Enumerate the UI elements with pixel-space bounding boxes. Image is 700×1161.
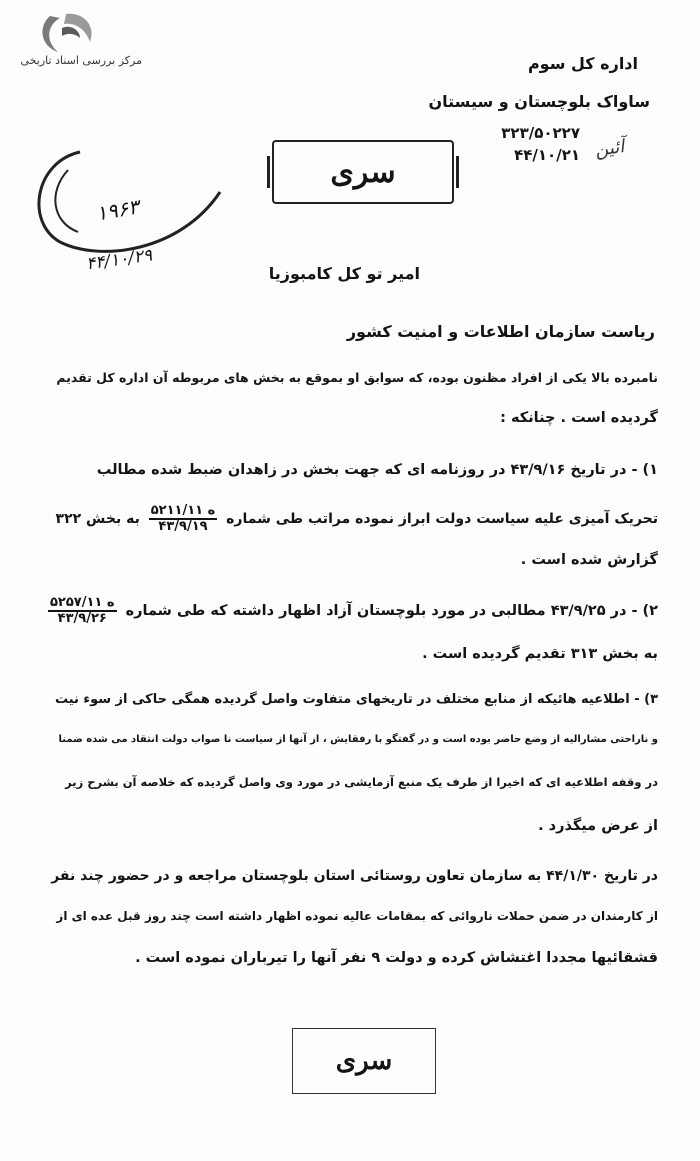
item1-reference-date: ۴۳/۹/۱۹ [158,519,208,534]
item1-text-a: تحریک آمیزی علیه سیاست دولت ابراز نموده مراتب طی شماره [226,511,658,527]
archive-logo [14,8,154,68]
received-number: ۱۹۶۳ [94,194,141,226]
letter-number: ۳۲۳/۵۰۲۲۷ [501,124,580,142]
intro-line-2: گردیده است . چنانکه : [500,410,658,426]
handwritten-mark: آئین [593,136,626,161]
item2-reference-date: ۴۳/۹/۲۶ [57,611,107,626]
item2-line-1 [42,596,658,626]
classification-bottom-text: سری [335,1046,393,1076]
item3-line-3: در وقفه اطلاعیه ای که اخیرا از طرف یک منبع آزمایشی در مورد وی واصل گردیده که خلاصه آن بشرح زیر [65,775,658,789]
archive-emblem-icon [36,8,102,58]
subject-name: امیر تو کل کامبوزیا [268,264,420,283]
closing-line-1: در تاریخ ۴۴/۱/۳۰ به سازمان تعاون روستائی استان بلوچستان مراجعه و در حضور چند نفر [51,868,658,884]
item1-line-1: ۱) - در تاریخ ۴۳/۹/۱۶ در روزنامه ای که جهت بخش در زاهدان ضبط شده مطالب [96,462,658,478]
classification-stamp-top [272,140,454,204]
archive-name: مرکز بررسی اسناد تاریخی [20,54,142,67]
intro-line-1: نامبرده بالا یکی از افراد مظنون بوده، که سوابق او بموقع به بخش های مربوطه آن اداره کل تقدیم [56,370,658,385]
item3-line-4: از عرض میگذرد . [538,818,658,834]
item2-reference [48,596,117,626]
item1-reference [149,504,218,534]
item3-line-2: و ناراحتی مشارالیه از وضع حاضر بوده است و در گفتگو با رفقایش ، از آنها از سیاست نا صواب دولت انتقاد می شده ضمنا [58,734,658,745]
classification-top-text: سری [330,154,396,190]
letter-date: ۴۴/۱۰/۲۱ [514,146,580,164]
item1-text-b: به بخش ۳۲۲ [55,511,140,527]
item3-line-1: ۳) - اطلاعیه هائیکه از منابع مختلف در تاریخهای متفاوت واصل گردیده همگی حاکی از سوء نیت [54,692,658,707]
classification-stamp-bottom [292,1028,436,1094]
item1-line-3: گزارش شده است . [520,552,658,568]
department-line: اداره کل سوم [527,54,638,73]
closing-line-3: قشقائیها مجددا اغتشاش کرده و دولت ۹ نفر آنها را تیرباران نموده است . [135,950,658,966]
item2-reference-number: ۵۲۵۷/۱۱ ه [49,595,115,610]
received-date: ۴۴/۱۰/۲۹ [84,245,154,275]
closing-line-2: از کارمندان در ضمن حملات ناروائی که بمقامات عالیه نموده اظهار داشته است چند روز قبل عده ای از [56,909,658,923]
item2-line-2: به بخش ۳۱۳ تقدیم گردیده است . [422,646,658,662]
item1-line-2 [42,504,658,534]
item2-text-a: ۲) - در ۴۳/۹/۲۵ مطالبی در مورد بلوچستان آزاد اظهار داشته که طی شماره [125,603,658,619]
received-stamp-icon [20,142,230,312]
item1-reference-number: ۵۲۱۱/۱۱ ه [150,503,216,518]
addressee-line: ریاست سازمان اطلاعات و امنیت کشور [346,322,655,341]
organization-line: ساواک بلوچستان و سیستان [428,92,650,111]
